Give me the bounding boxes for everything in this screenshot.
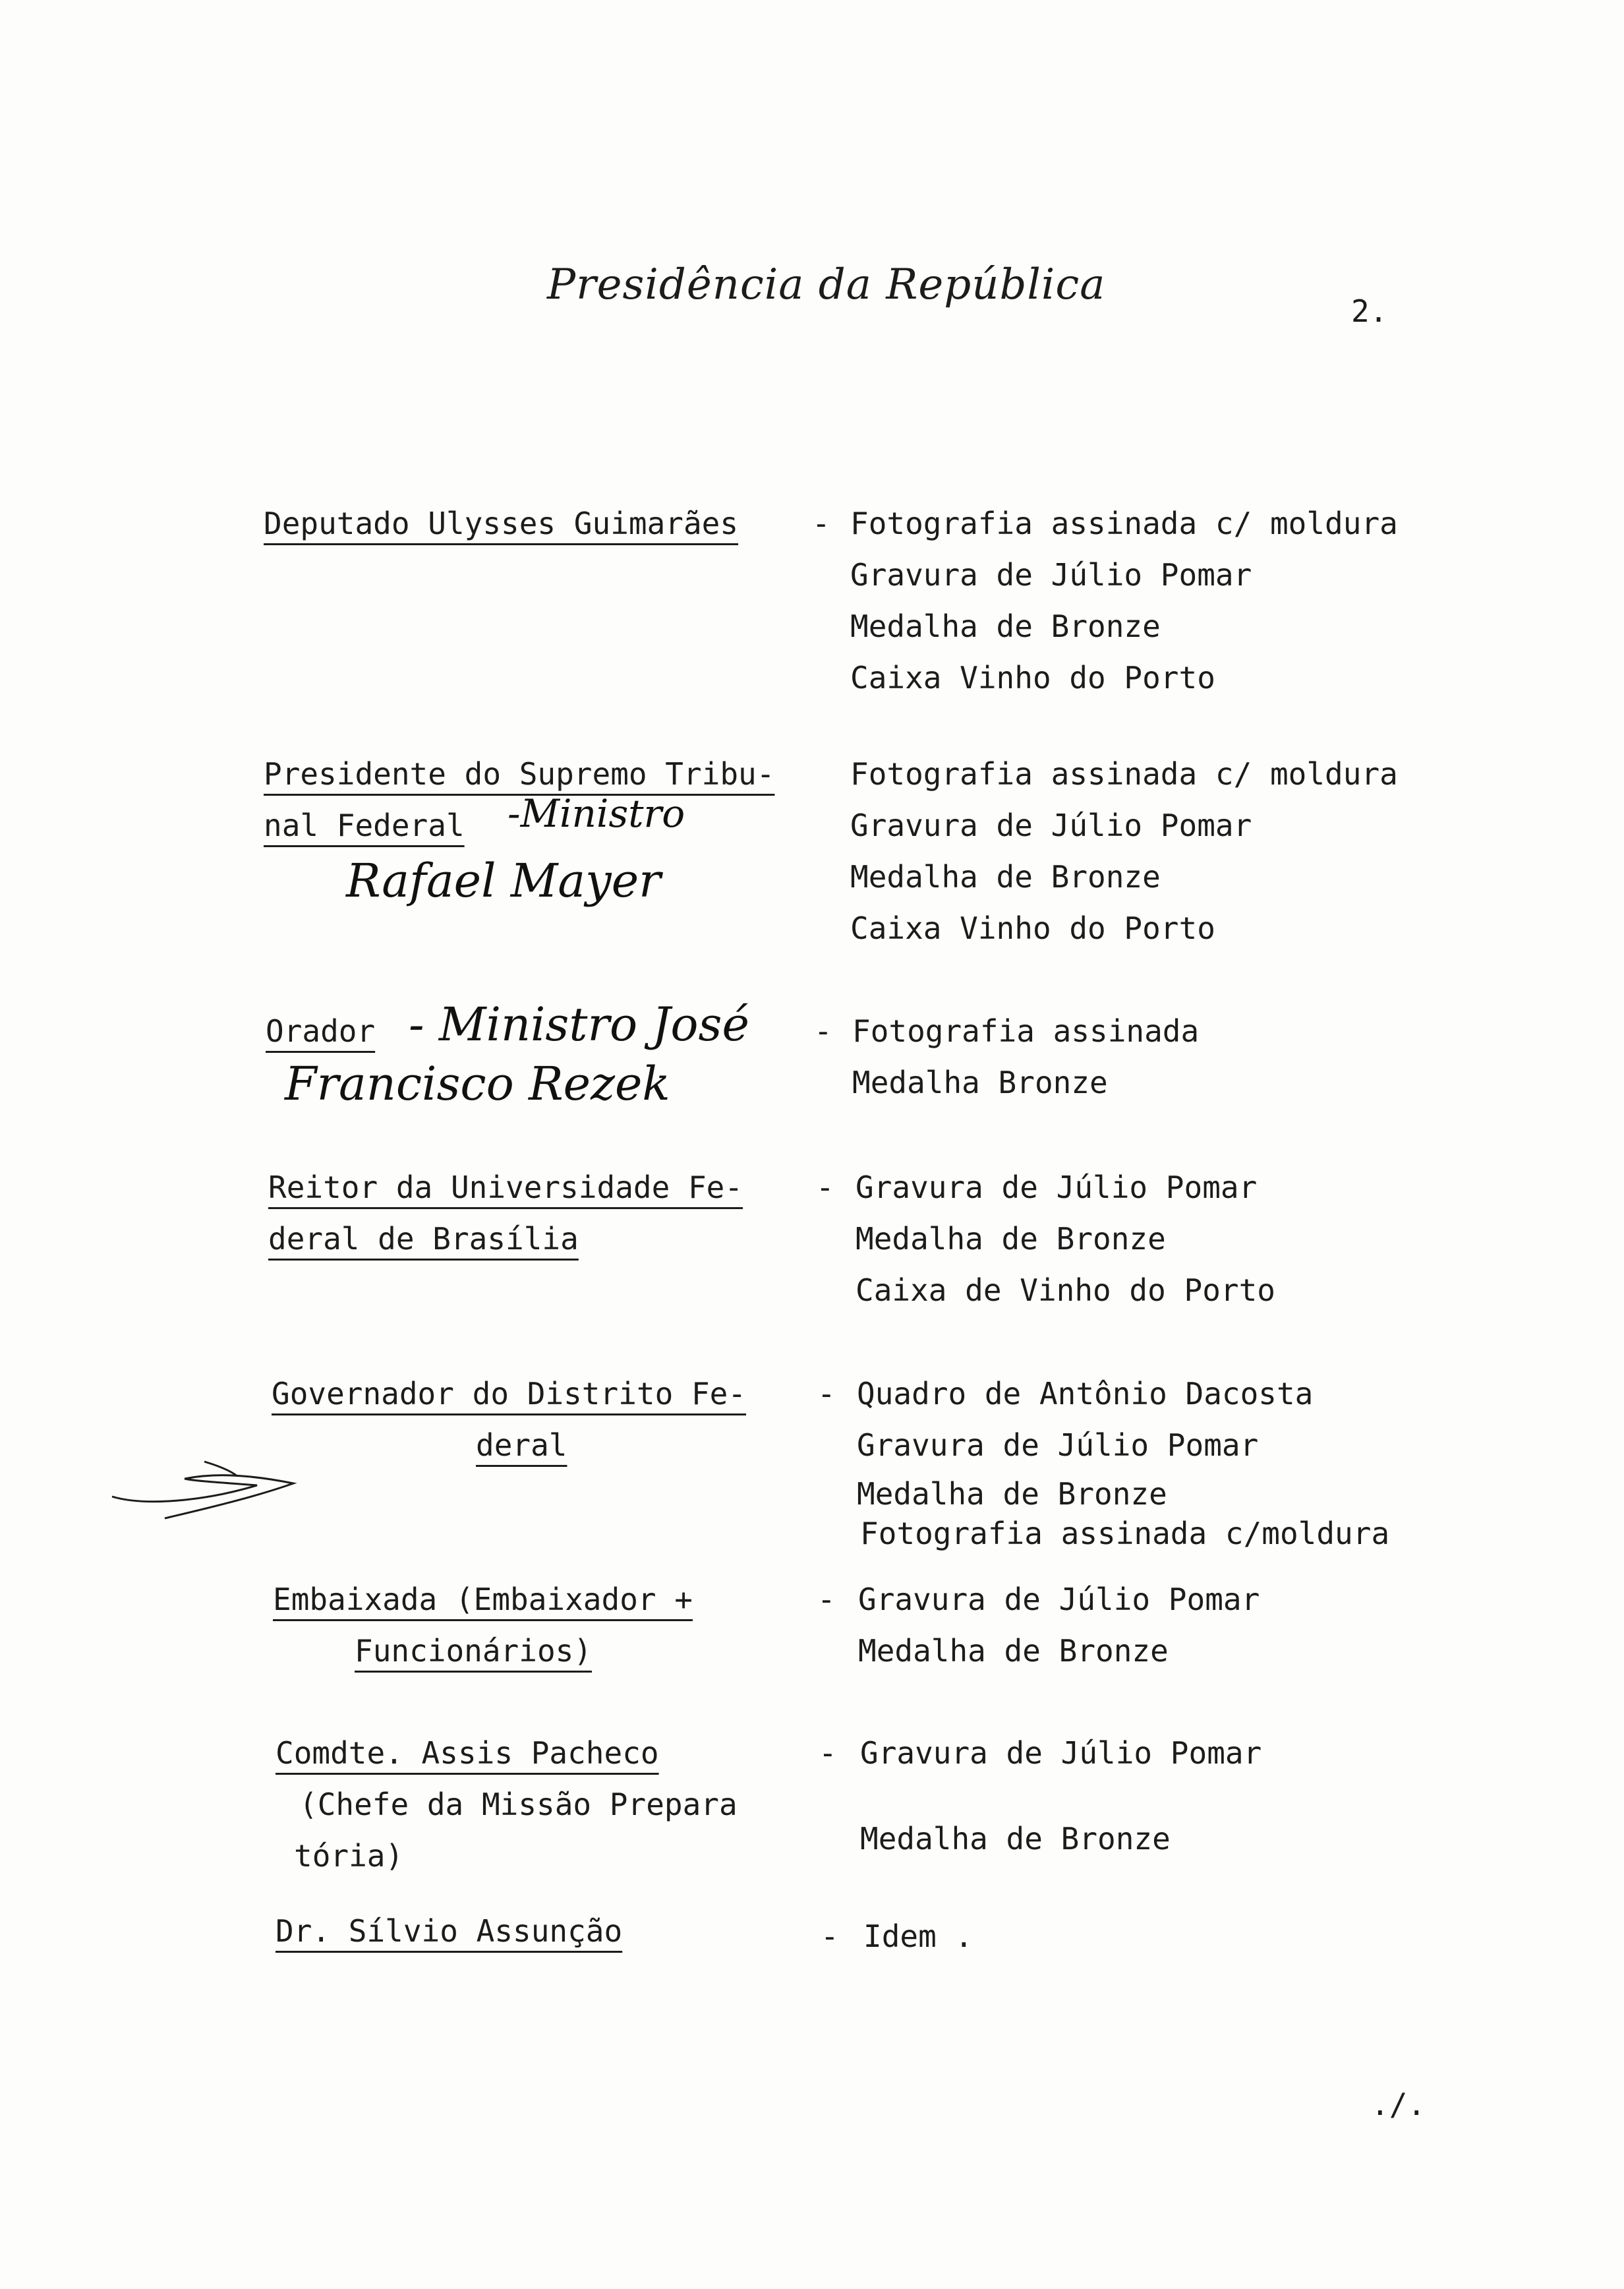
gift-list [850, 748, 1398, 954]
gift-item: Idem . [863, 1918, 973, 1954]
recipient-line: deral [476, 1427, 567, 1463]
handwritten-note: Rafael Mayer [346, 854, 661, 908]
recipient-line: Dr. Sílvio Assunção [276, 1913, 623, 1949]
recipient-line: Funcionários) [355, 1633, 593, 1669]
handwritten-note: Francisco Rezek [285, 1057, 670, 1111]
pen-arrow-mark [105, 1454, 303, 1526]
continuation-mark: ./. [1371, 2087, 1426, 2122]
recipient-line: Deputado Ulysses Guimarães [264, 506, 739, 541]
gift-item: Gravura de Júlio Pomar [850, 808, 1252, 843]
dash: - [817, 1582, 836, 1617]
gift-item: Caixa Vinho do Porto [850, 660, 1215, 696]
recipient-line: Reitor da Universidade Fe- [268, 1170, 743, 1205]
gift-item: Medalha de Bronze [850, 859, 1161, 895]
handwritten-note: - Ministro José [409, 997, 749, 1052]
gift-item: Medalha de Bronze [858, 1633, 1169, 1669]
dash: - [817, 1376, 836, 1412]
gift-item: Medalha de Bronze [850, 609, 1161, 644]
gift-item: Gravura de Júlio Pomar [860, 1735, 1262, 1771]
recipient-line: Comdte. Assis Pacheco [276, 1735, 659, 1771]
recipient-line: (Chefe da Missão Prepara [299, 1787, 738, 1822]
gift-list [852, 1005, 1199, 1108]
gift-list [860, 1727, 1262, 1864]
gift-item: Gravura de Júlio Pomar [850, 557, 1252, 593]
gift-item: Fotografia assinada c/ moldura [850, 506, 1398, 541]
recipient-line: deral de Brasília [268, 1221, 579, 1257]
handwritten-note: -Ministro [508, 791, 685, 836]
page-number: 2. [1351, 293, 1388, 329]
gift-list [850, 498, 1398, 703]
recipient-line: Orador [266, 1013, 376, 1049]
gift-item: Gravura de Júlio Pomar [856, 1170, 1258, 1205]
recipient-line: Governador do Distrito Fe- [272, 1376, 747, 1412]
dash: - [816, 1170, 834, 1205]
gift-item: Gravura de Júlio Pomar [857, 1427, 1259, 1463]
gift-item: Fotografia assinada c/moldura [860, 1516, 1390, 1551]
dash: - [819, 1735, 837, 1771]
recipient-line: Presidente do Supremo Tribu- [264, 756, 775, 792]
gift-item: Caixa Vinho do Porto [850, 910, 1215, 946]
recipient-line: tória) [294, 1838, 404, 1874]
letterhead: Presidência da República [547, 260, 1106, 309]
recipient-line: Embaixada (Embaixador + [273, 1582, 693, 1617]
gift-item: Quadro de Antônio Dacosta [857, 1376, 1314, 1412]
gift-item: Gravura de Júlio Pomar [858, 1582, 1260, 1617]
gift-item: Medalha de Bronze [856, 1221, 1166, 1257]
gift-item: Medalha de Bronze [857, 1476, 1167, 1512]
gift-item: Caixa de Vinho do Porto [856, 1272, 1275, 1308]
gift-item: Medalha de Bronze [860, 1821, 1171, 1857]
dash: - [812, 506, 830, 541]
dash: - [821, 1918, 839, 1954]
gift-item: Medalha Bronze [852, 1065, 1108, 1100]
dash: - [814, 1013, 832, 1049]
gift-item: Fotografia assinada [852, 1013, 1200, 1049]
gift-list [858, 1574, 1260, 1677]
gift-list [863, 1911, 973, 1962]
gift-item: Fotografia assinada c/ moldura [850, 756, 1398, 792]
gift-list [856, 1162, 1275, 1316]
recipient-line: nal Federal [264, 808, 465, 843]
gift-list [857, 1368, 1389, 1550]
